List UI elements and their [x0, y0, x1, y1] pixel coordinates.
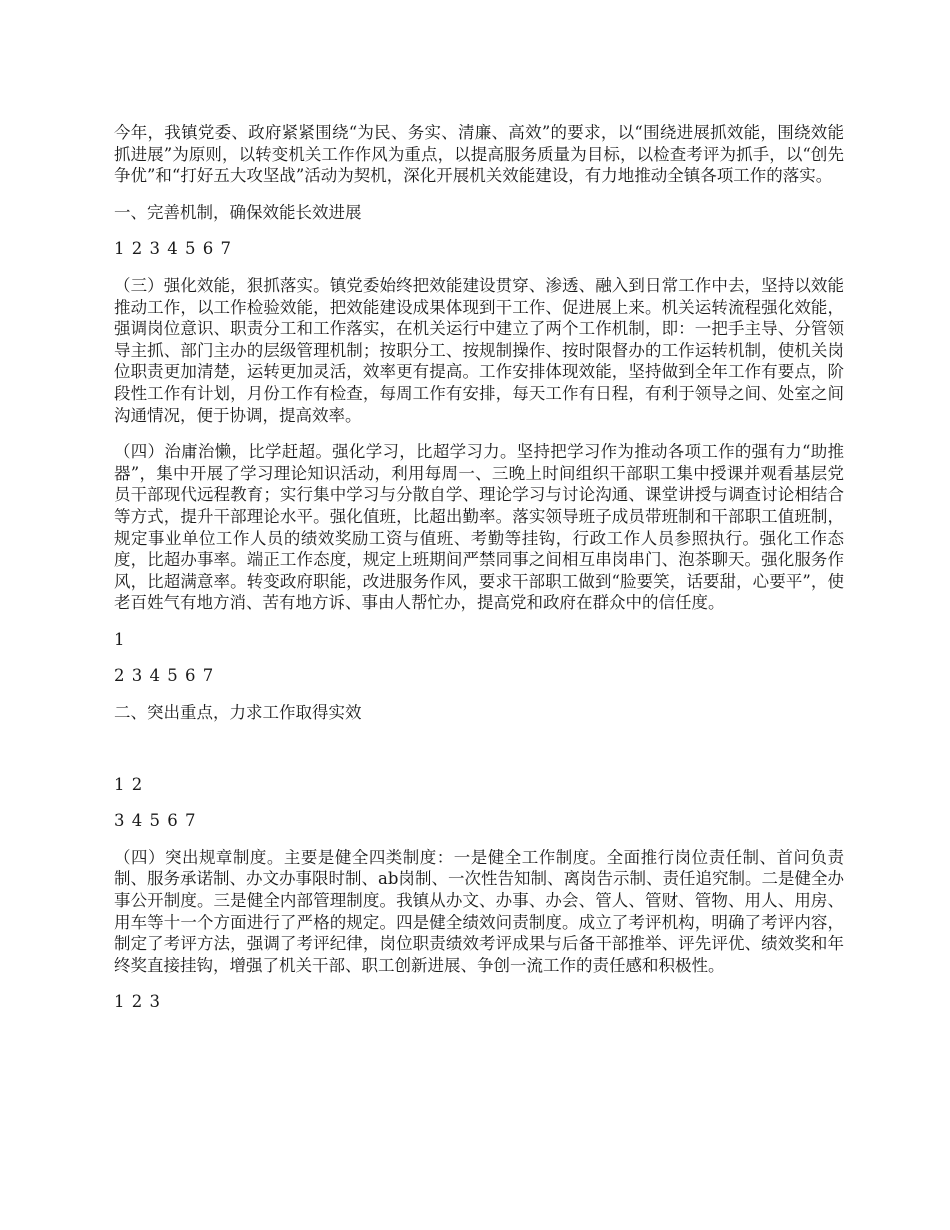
intro-paragraph: 今年，我镇党委、政府紧紧围绕“为民、务实、清廉、高效”的要求，以“围绕进展抓效能，围绕效能抓进展”为原则，以转变机关工作作风为重点，以提高服务质量为目标，以检查考评为抓手，以“创先争优”和“打好五大攻坚战”活动为契机，深化开展机关效能建设，有力地推动全镇各项工作的落实。 [114, 123, 844, 186]
section-heading-1: 一、完善机制，确保效能长效进展 [114, 202, 362, 222]
number-sequence: 1 2 3 4 5 6 7 [114, 239, 231, 259]
section-heading-2: 二、突出重点，力求工作取得实效 [114, 703, 362, 723]
paragraph-5: （四）突出规章制度。主要是健全四类制度：一是健全工作制度。全面推行岗位责任制、首问负责制、服务承诺制、办文办事限时制、ab岗制、一次性告知制、离岗告示制、责任追究制。二是健全办事公开制度。三是健全内部管理制度。我镇从办文、办事、办会、管人、管财、管物、用人、用房、用车等十一个方面进行了严格的规定。四是健全绩效问责制度。成立了考评机构，明确了考评内容，制定了考评方法，强调了考评纪律，岗位职责绩效考评成果与后备干部推举、评先评优、绩效奖和年终奖直接挂钩，增强了机关干部、职工创新进展、争创一流工作的责任感和积极性。 [114, 847, 844, 975]
paragraph-3: （三）强化效能，狠抓落实。镇党委始终把效能建设贯穿、渗透、融入到日常工作中去，坚持以效能推动工作，以工作检验效能，把效能建设成果体现到干工作、促进展上来。机关运转流程强化效能，强调岗位意识、职责分工和工作落实，在机关运行中建立了两个工作机制，即：一把手主导、分管领导主抓、部门主办的层级管理机制；按职分工、按规制操作、按时限督办的工作运转机制，使机关岗位职责更加清楚，运转更加灵活，效率更有提高。工作安排体现效能，坚持做到全年工作有要点，阶段性工作有计划，月份工作有检查，每周工作有安排，每天工作有日程，有利于领导之间、处室之间沟通情况，便于协调，提高效率。 [114, 275, 844, 425]
document-page [114, 122, 844, 1013]
number-sequence: 1 [114, 629, 125, 649]
number-sequence: 3 4 5 6 7 [114, 811, 196, 831]
number-sequence: 2 3 4 5 6 7 [114, 666, 214, 686]
paragraph-4: （四）治庸治懒，比学赶超。强化学习，比超学习力。坚持把学习作为推动各项工作的强有力“助推器”，集中开展了学习理论知识活动，利用每周一、三晚上时间组织干部职工集中授课并观看基层党员干部现代远程教育；实行集中学习与分散自学、理论学习与讨论沟通、课堂讲授与调查讨论相结合等方式，提升干部理论水平。强化值班，比超出勤率。落实领导班子成员带班制和干部职工值班制，规定事业单位工作人员的绩效奖励工资与值班、考勤等挂钩，行政工作人员参照执行。强化工作态度，比超办事率。端正工作态度，规定上班期间严禁同事之间相互串岗串门、泡茶聊天。强化服务作风，比超满意率。转变政府职能，改进服务作风，要求干部职工做到“脸要笑，话要甜，心要平”，使老百姓气有地方消、苦有地方诉、事由人帮忙办，提高党和政府在群众中的信任度。 [114, 442, 844, 613]
number-sequence: 1 2 [114, 774, 143, 794]
number-sequence: 1 2 3 [114, 992, 160, 1012]
